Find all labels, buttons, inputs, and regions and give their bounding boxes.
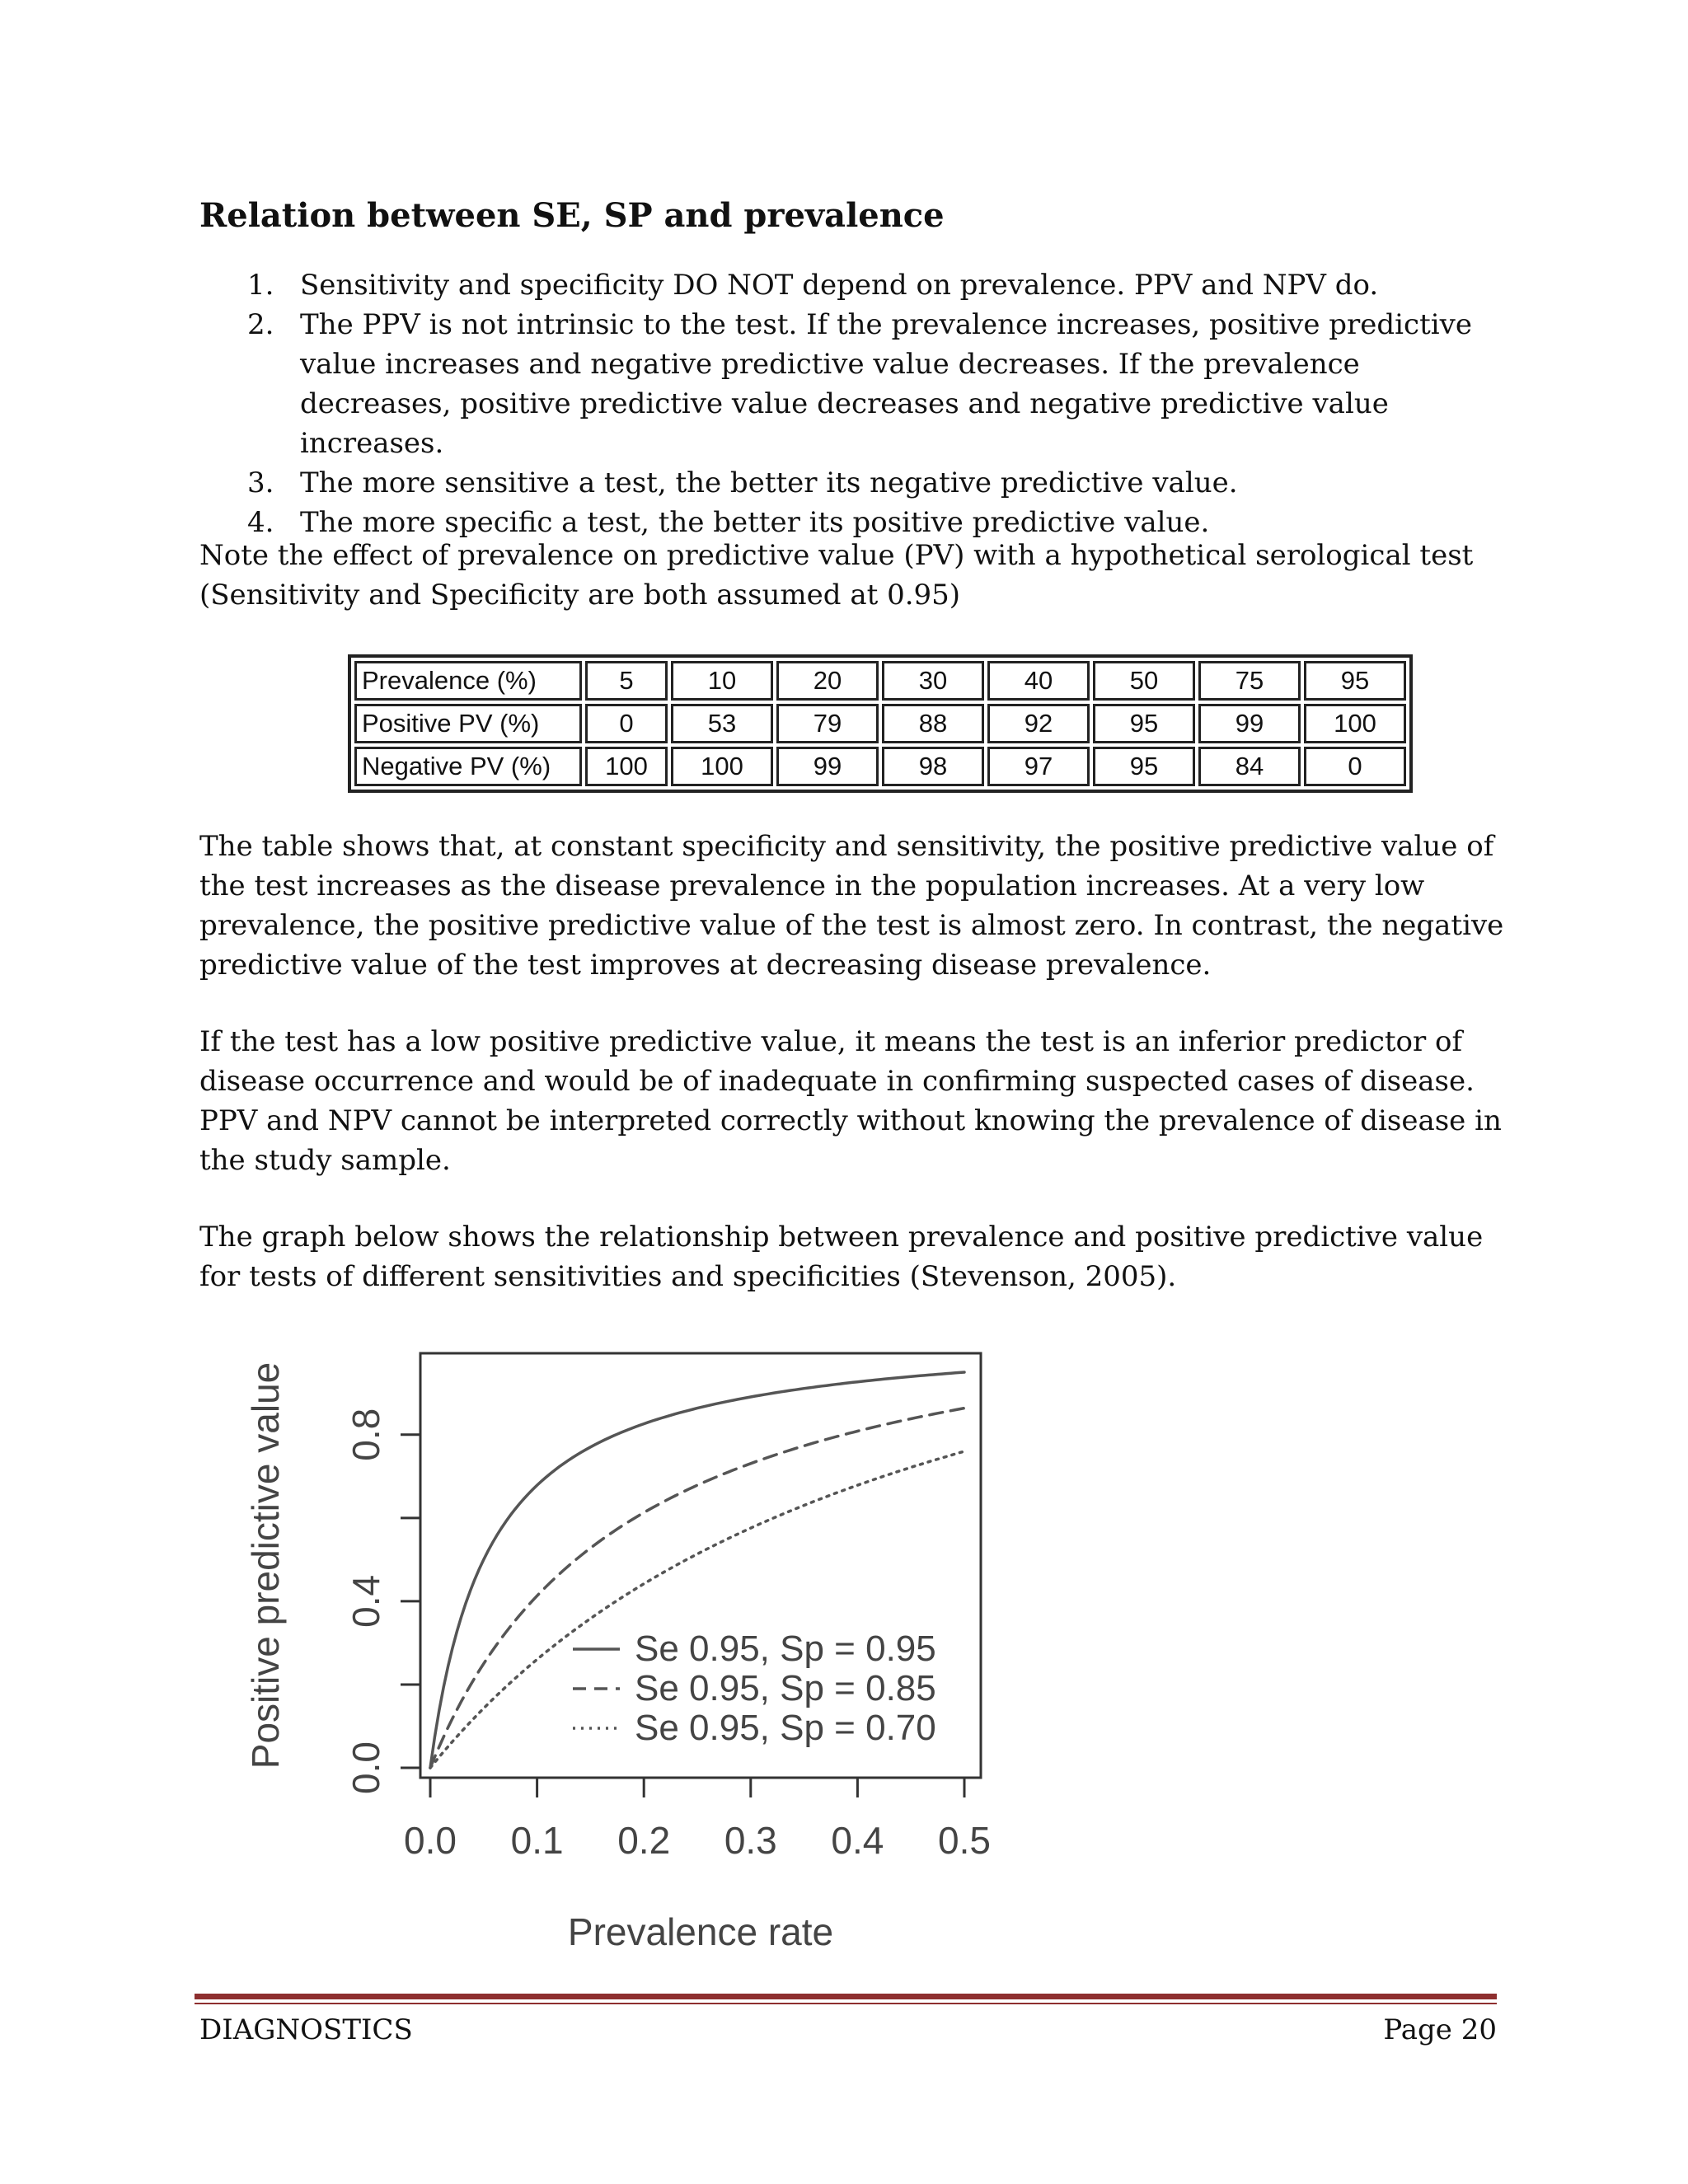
y-tick-label: 0.4 <box>345 1574 387 1628</box>
list-item <box>199 305 1518 463</box>
paragraph-graph-intro: The graph below shows the relationship between prevalence and positive predictive value for tests of different sensitivities and specificities (Stevenson, 2005). <box>199 1221 1484 1293</box>
list-text: The more sensitive a test, the better its negative predictive value. <box>300 466 1238 499</box>
list-number: 2. <box>247 308 274 341</box>
y-tick-label: 0.0 <box>345 1741 387 1794</box>
paragraph-table-explanation: The table shows that, at constant specificity and sensitivity, the positive predictive value of the test increases as the disease prevalence in the population increases. At a very low prevalence, the positive predictive value of the test is almost zero. In contrast, the negative predictive value of the test improves at decreasing disease prevalence. <box>199 830 1504 982</box>
x-tick-label: 0.4 <box>831 1819 884 1862</box>
table-cell: 88 <box>882 704 984 743</box>
list-text: The PPV is not intrinsic to the test. If the prevalence increases, positive predictive value increases and negative predictive value decreases. If the prevalence decreases, positive predictive value decreases and negative predictive value increases. <box>300 308 1472 460</box>
footer-page-number: Page 20 <box>1383 2013 1497 2046</box>
x-tick-label: 0.0 <box>404 1819 457 1862</box>
ppv-prevalence-chart <box>239 1335 1014 1978</box>
footer-title: DIAGNOSTICS <box>199 2013 413 2046</box>
table-cell: 97 <box>987 747 1090 786</box>
list-item <box>199 463 1518 503</box>
paragraph-low-ppv: If the test has a low positive predictive value, it means the test is an inferior predictor of disease occurrence and would be of inadequate in confirming suspected cases of disease. PPV and NPV cannot be interpreted correctly without knowing the prevalence of disease in the study sample. <box>199 1025 1502 1177</box>
footer-rule-thick <box>195 1994 1497 1999</box>
paragraph-note: Note the effect of prevalence on predictive value (PV) with a hypothetical serological test (Sensitivity and Specificity are both assumed at 0.95) <box>199 539 1474 612</box>
list-text: Sensitivity and specificity DO NOT depend on prevalence. PPV and NPV do. <box>300 269 1379 302</box>
x-axis-title: Prevalence rate <box>567 1910 834 1953</box>
legend-label: Se 0.95, Sp = 0.95 <box>635 1629 936 1669</box>
table-row-label: Prevalence (%) <box>354 661 582 701</box>
table-cell: 40 <box>987 661 1090 701</box>
y-tick-label: 0.8 <box>345 1408 387 1461</box>
x-tick-label: 0.1 <box>510 1819 564 1862</box>
table-cell: 0 <box>585 704 668 743</box>
table-cell: 5 <box>585 661 668 701</box>
list-text: The more specific a test, the better its positive predictive value. <box>300 506 1210 539</box>
x-tick-label: 0.3 <box>724 1819 777 1862</box>
table-cell: 75 <box>1198 661 1301 701</box>
numbered-list <box>199 265 1518 542</box>
table-cell: 20 <box>776 661 879 701</box>
predictive-value-table <box>348 654 1413 793</box>
list-number: 3. <box>247 466 274 499</box>
table-cell: 30 <box>882 661 984 701</box>
table-cell: 92 <box>987 704 1090 743</box>
table-cell: 95 <box>1304 661 1406 701</box>
table-row-label: Positive PV (%) <box>354 704 582 743</box>
legend-label: Se 0.95, Sp = 0.85 <box>635 1668 936 1708</box>
table-cell: 98 <box>882 747 984 786</box>
table-row-label: Negative PV (%) <box>354 747 582 786</box>
table-cell: 53 <box>671 704 773 743</box>
section-heading: Relation between SE, SP and prevalence <box>199 196 945 235</box>
table-cell: 0 <box>1304 747 1406 786</box>
legend-label: Se 0.95, Sp = 0.70 <box>635 1708 936 1748</box>
table-cell: 100 <box>585 747 668 786</box>
table-cell: 100 <box>671 747 773 786</box>
table-cell: 84 <box>1198 747 1301 786</box>
footer-rule-thin <box>195 2003 1497 2004</box>
table-row <box>354 661 1406 701</box>
list-item <box>199 265 1518 305</box>
table-row <box>354 704 1406 743</box>
table-cell: 99 <box>776 747 879 786</box>
y-axis-title: Positive predictive value <box>244 1361 287 1769</box>
table-cell: 100 <box>1304 704 1406 743</box>
table-cell: 79 <box>776 704 879 743</box>
table-cell: 95 <box>1093 704 1195 743</box>
list-number: 4. <box>247 506 274 539</box>
table-row <box>354 747 1406 786</box>
x-tick-label: 0.2 <box>617 1819 671 1862</box>
x-tick-label: 0.5 <box>938 1819 991 1862</box>
table-cell: 99 <box>1198 704 1301 743</box>
table-cell: 50 <box>1093 661 1195 701</box>
table-cell: 10 <box>671 661 773 701</box>
table-cell: 95 <box>1093 747 1195 786</box>
list-number: 1. <box>247 269 274 302</box>
